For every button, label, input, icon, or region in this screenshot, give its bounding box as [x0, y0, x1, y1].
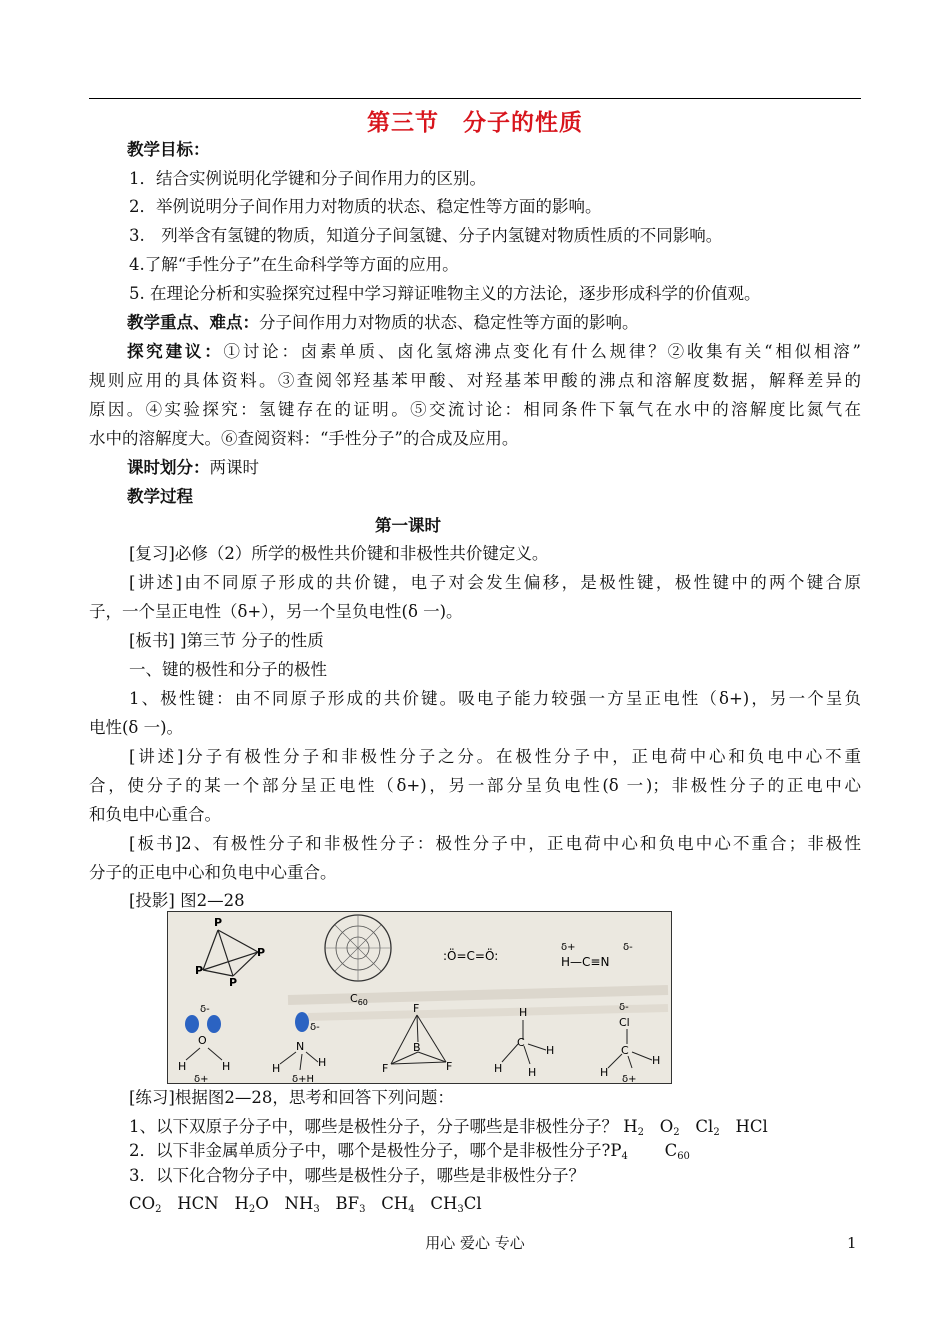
- formula: $C_{60}$: [664, 1141, 690, 1162]
- svg-text:H: H: [318, 1056, 327, 1069]
- question-text: 1、以下双原子分子中，哪些是极性分子，分子哪些是非极性分子？: [129, 1117, 618, 1136]
- inquiry-line: 原因。④实验探究：氢键存在的证明。⑤交流讨论：相同条件下氧气在水中的溶解度比氮气在: [89, 400, 861, 419]
- svg-text:C: C: [517, 1036, 525, 1049]
- inquiry-label: 探究建议：: [127, 342, 224, 361]
- co2-molecule: :Ö=C=Ö:: [443, 949, 499, 963]
- p-atom: P: [214, 916, 223, 929]
- board-line: [板书] ]第三节 分子的性质: [129, 631, 324, 650]
- c60-label: $C_{60}$: [350, 992, 368, 1007]
- objective-item: 2．举例说明分子间作用力对物质的状态、稳定性等方面的影响。: [129, 197, 602, 216]
- page-footer: 用心 爱心 专心: [425, 1234, 525, 1252]
- svg-text:F: F: [446, 1060, 453, 1073]
- formula: $H_2$: [623, 1117, 645, 1138]
- p-atom: P: [229, 976, 238, 989]
- inquiry-line: 水中的溶解度大。⑥查阅资料：“手性分子”的合成及应用。: [89, 429, 519, 448]
- lecture-line: 子，一个呈正电性（δ+），另一个呈负电性(δ 一)。: [89, 602, 463, 621]
- svg-text:C: C: [621, 1044, 629, 1057]
- objective-item: 5. 在理论分析和实验探究过程中学习辩证唯物主义的方法论，逐步形成科学的价值观。: [129, 284, 761, 303]
- svg-text:H: H: [519, 1006, 528, 1019]
- svg-text:δ+: δ+: [194, 1074, 209, 1083]
- key-points-text: 分子间作用力对物质的状态、稳定性等方面的影响。: [259, 313, 639, 332]
- svg-text:F: F: [413, 1002, 420, 1015]
- objective-item: 1．结合实例说明化学键和分子间作用力的区别。: [129, 169, 486, 188]
- svg-text:O: O: [198, 1034, 207, 1047]
- review-line: [复习]必修（2）所学的极性共价键和非极性共价键定义。: [129, 544, 549, 563]
- svg-text:H: H: [178, 1060, 187, 1073]
- inquiry-line: [127, 341, 861, 363]
- formula: $CH_4$: [381, 1194, 415, 1215]
- svg-text:H: H: [494, 1062, 503, 1075]
- exercise-question: 3．以下化合物分子中，哪些是极性分子，哪些是非极性分子？: [129, 1166, 585, 1185]
- svg-text:δ+: δ+: [561, 942, 576, 953]
- formula: $BF_3$: [335, 1194, 366, 1215]
- svg-text:H: H: [222, 1060, 231, 1073]
- p-atom: P: [257, 946, 266, 959]
- lecture-line: 和负电中心重合。: [89, 805, 221, 824]
- svg-text:H: H: [546, 1044, 555, 1057]
- inquiry-line: 规则应用的具体资料。③查阅邻羟基苯甲酸、对羟基苯甲酸的沸点和溶解度数据，解释差异的: [89, 371, 861, 390]
- formula: $CH_3Cl$: [430, 1194, 482, 1215]
- formula: $CO_2$: [129, 1194, 162, 1215]
- svg-text:δ-: δ-: [200, 1004, 210, 1015]
- formula: $O_2$: [659, 1117, 680, 1138]
- polar-bond-line: 电性(δ 一)。: [89, 718, 184, 737]
- polar-bond-line: 1、极性键：由不同原子形成的共价键。吸电子能力较强一方呈正电性（δ+)，另一个呈负: [129, 689, 861, 708]
- p-atom: P: [195, 964, 204, 977]
- svg-text:δ-: δ-: [619, 1002, 629, 1013]
- formula: $NH_3$: [284, 1194, 320, 1215]
- objective-item: 4.了解“手性分子”在生命科学等方面的应用。: [129, 255, 459, 274]
- formula: HCN: [177, 1194, 219, 1213]
- schedule-label: 课时划分：: [127, 458, 210, 477]
- key-points: [127, 312, 639, 334]
- section-heading: 一、键的极性和分子的极性: [129, 660, 327, 679]
- svg-text:H: H: [528, 1066, 537, 1079]
- svg-text:δ+: δ+: [622, 1074, 637, 1083]
- svg-text:δ+H: δ+H: [292, 1074, 315, 1083]
- lecture-line: 合，使分子的某一个部分呈正电性（δ+)，另一部分呈负电性(δ 一)；非极性分子的正电中心: [89, 776, 861, 795]
- lesson-heading: 第一课时: [375, 516, 441, 535]
- objective-item: 3. 列举含有氢键的物质，知道分子间氢键、分子内氢键对物质性质的不同影响。: [129, 226, 723, 245]
- page-title: 第三节 分子的性质: [367, 110, 583, 136]
- projection-line: [投影] 图2—28: [129, 891, 245, 910]
- svg-text:H—C≡N: H—C≡N: [561, 955, 610, 969]
- exercise-intro: [练习]根据图2—28，思考和回答下列问题：: [129, 1088, 454, 1107]
- lecture-line: [讲述]由不同原子形成的共价键，电子对会发生偏移，是极性键，极性键中的两个键合原: [129, 573, 861, 592]
- formula: HCl: [735, 1117, 768, 1136]
- svg-text:H: H: [652, 1054, 661, 1067]
- schedule-text: 两课时: [209, 458, 259, 477]
- formula: $Cl_2$: [695, 1117, 720, 1138]
- formula-list: [129, 1193, 482, 1221]
- page-number: 1: [847, 1234, 857, 1252]
- svg-text:δ-: δ-: [310, 1022, 320, 1033]
- process-heading: 教学过程: [127, 487, 193, 506]
- svg-text:δ-: δ-: [623, 942, 633, 953]
- question-text: 2．以下非金属单质分子中，哪个是极性分子，哪个是非极性分子?: [129, 1141, 611, 1160]
- schedule: [127, 457, 259, 479]
- formula: $P_4$: [610, 1141, 628, 1162]
- svg-text:B: B: [413, 1041, 421, 1054]
- svg-text:F: F: [382, 1062, 389, 1075]
- inquiry-text: ①讨论：卤素单质、卤化氢熔沸点变化有什么规律？②收集有关“相似相溶”: [223, 342, 861, 361]
- svg-text:N: N: [296, 1040, 305, 1053]
- objectives-heading: 教学目标：: [127, 140, 210, 159]
- header-rule: [89, 98, 861, 99]
- molecule-figure: [167, 911, 672, 1084]
- key-points-label: 教学重点、难点：: [127, 313, 259, 332]
- molecule-diagrams: [168, 912, 671, 1083]
- lecture-line: [讲述]分子有极性分子和非极性分子之分。在极性分子中，正电荷中心和负电中心不重: [129, 747, 861, 766]
- svg-text:Cl: Cl: [619, 1016, 630, 1029]
- exercise-question: [129, 1140, 690, 1168]
- board-line: 分子的正电中心和负电中心重合。: [89, 863, 337, 882]
- formula: $H_2O$: [234, 1194, 269, 1215]
- svg-text:H: H: [600, 1066, 609, 1079]
- board-line: [板书]2、有极性分子和非极性分子：极性分子中，正电荷中心和负电中心不重合；非极性: [129, 834, 861, 853]
- svg-text:H: H: [272, 1062, 281, 1075]
